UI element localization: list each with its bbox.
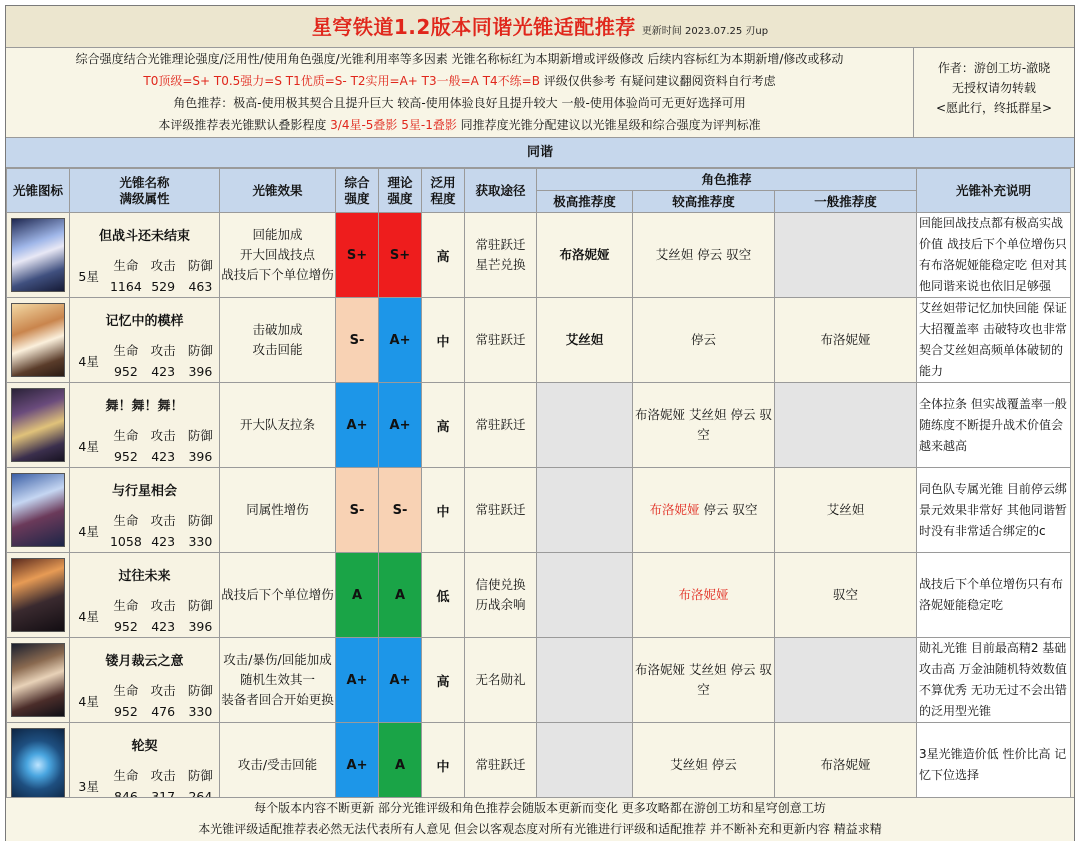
atk-label: 攻击 [150,343,176,358]
general-level: 高 [422,213,465,298]
header-source: 获取途径 [465,169,537,213]
general-level: 中 [422,723,465,808]
cone-effect [220,213,336,298]
effect-line: 攻击回能 [252,342,303,357]
header-theory-2: 强度 [387,190,413,206]
theory-grade: A+ [379,638,422,723]
high-rec: 布洛妮娅 [537,213,633,298]
cone-name-stats [70,298,220,383]
cone-icon-cell [7,723,70,808]
star-rank: 3星 [78,779,99,794]
header-overall-1: 综合 [344,174,370,190]
cone-icon-cell [7,383,70,468]
header-role: 角色推荐 [537,169,917,191]
atk-label: 攻击 [150,258,176,273]
tier-legend: T0顶级=S+ T0.5强力=S T1优质=S- T2实用=A+ T3一般=A T4不练=B [143,74,540,88]
header-theory-1: 理论 [387,174,413,190]
acquire-source [465,638,537,723]
cone-effect [220,383,336,468]
low-rec [775,638,917,723]
footer-line-1: 每个版本内容不断更新 部分光锥评级和角色推荐会随版本更新而变化 更多攻略都在游创工坊和星穹创意工坊 [254,801,826,815]
effect-line: 装备者回合开始更换 [221,692,334,707]
intro-line-4-a: 本评级推荐表光锥默认叠影程度 [158,118,331,132]
stats-grid [70,298,219,382]
section-title: 同谐 [6,138,1074,168]
high-rec: 艾丝妲 [537,298,633,383]
low-rec: 驭空 [775,553,917,638]
cone-name: 镂月裁云之意 [105,653,184,669]
acquire-source [465,213,537,298]
intro-line-2-rest: 评级仅供参考 有疑问建议翻阅资料自行考虑 [539,74,776,88]
overall-grade: A+ [336,383,379,468]
def-label: 防御 [187,683,213,698]
general-level: 中 [422,298,465,383]
low-rec [775,213,917,298]
mid-rec-text: 停云 [690,332,716,347]
acquire-source [465,553,537,638]
table-row [7,723,1071,808]
header-low: 一般推荐度 [775,191,917,213]
effect-line: 战技后下个单位增伤 [221,587,334,602]
high-rec [537,723,633,808]
mid-rec-text: 艾丝妲 停云 驭空 [655,247,752,262]
header-general [422,169,465,213]
low-rec: 艾丝妲 [775,468,917,553]
atk-label: 攻击 [150,768,176,783]
high-rec [537,383,633,468]
mid-rec [633,298,775,383]
light-cone-art-icon [11,303,65,377]
theory-grade: A [379,723,422,808]
light-cone-art-icon [11,473,65,547]
source-line: 信使兑换 [475,577,526,592]
intro-line-1: 综合强度结合光锥理论强度/泛用性/使用角色强度/光锥利用率等多因素 光锥名称标红为本期新增或评级修改 后续内容标红为本期新增/修改或移动 [75,52,844,66]
page-title: 星穹铁道1.2版本同谐光锥适配推荐 [311,15,636,39]
superimpose-note: 3/4星-5叠影 5星-1叠影 [330,118,457,132]
table-row [7,298,1071,383]
atk-label: 攻击 [150,598,176,613]
overall-grade: A+ [336,723,379,808]
def-value: 463 [188,279,213,294]
atk-value: 423 [151,619,176,634]
cone-effect [220,638,336,723]
general-level: 中 [422,468,465,553]
general-level: 低 [422,553,465,638]
effect-line: 攻击/受击回能 [237,757,318,772]
mid-rec [633,723,775,808]
stats-grid [70,553,219,637]
header-general-1: 泛用 [430,174,456,190]
mid-rec-text: 布洛妮娅 艾丝妲 停云 驭空 [635,407,772,442]
overall-grade: S- [336,298,379,383]
hp-value: 952 [113,704,138,719]
mid-rec [633,468,775,553]
atk-label: 攻击 [150,513,176,528]
footer [6,797,1074,841]
cone-effect [220,298,336,383]
source-line: 常驻跃迁 [475,417,526,432]
cone-effect [220,553,336,638]
cone-name-stats [70,553,220,638]
header-mid: 较高推荐度 [633,191,775,213]
def-value: 396 [188,364,213,379]
mid-rec [633,383,775,468]
table-row [7,383,1071,468]
mid-rec [633,638,775,723]
source-line: 常驻跃迁 [475,502,526,517]
hp-label: 生命 [113,598,139,613]
stats-grid [70,638,219,722]
low-rec [775,383,917,468]
high-rec [537,553,633,638]
cone-icon-cell [7,553,70,638]
header-overall [336,169,379,213]
header-theory [379,169,422,213]
effect-line: 开大回战技点 [239,247,315,262]
cone-name: 记忆中的模样 [105,313,184,329]
cone-name: 轮契 [131,738,158,754]
table-row [7,638,1071,723]
def-value: 330 [188,534,213,549]
header-high: 极高推荐度 [537,191,633,213]
header-icon: 光锥图标 [7,169,70,213]
stats-grid [70,383,219,467]
header-general-2: 程度 [430,190,456,206]
header-effect: 光锥效果 [220,169,336,213]
intro-block [6,48,914,138]
theory-grade: A+ [379,383,422,468]
atk-label: 攻击 [150,428,176,443]
header-overall-2: 强度 [344,190,370,206]
intro-line-2 [6,70,913,92]
header-name-2: 满级属性 [119,190,170,206]
light-cone-art-icon [11,558,65,632]
cone-effect [220,468,336,553]
effect-line: 击破加成 [252,322,303,337]
star-rank: 4星 [78,354,99,369]
header-name [70,169,220,213]
star-rank: 4星 [78,439,99,454]
star-rank: 5星 [78,269,99,284]
mid-rec [633,213,775,298]
general-level: 高 [422,383,465,468]
title-bar [6,6,1074,48]
def-label: 防御 [187,428,213,443]
source-line: 星芒兑换 [475,257,526,272]
cone-name-stats [70,383,220,468]
def-label: 防御 [187,598,213,613]
hp-value: 1164 [109,279,142,294]
atk-value: 529 [151,279,176,294]
def-label: 防御 [187,343,213,358]
cone-note: 同色队专属光锥 目前停云绑景元效果非常好 其他同谐暂时没有非常适合绑定的c [917,468,1071,553]
mid-rec-text: 艾丝妲 停云 [670,757,737,772]
source-line: 常驻跃迁 [475,332,526,347]
cone-effect [220,723,336,808]
atk-value: 423 [151,449,176,464]
theory-grade: A+ [379,298,422,383]
cone-name: 舞！舞！舞！ [105,398,184,414]
intro-line-4-b: 同推荐度光锥分配建议以光锥星级和综合强度为评判标准 [456,118,761,132]
star-rank: 4星 [78,524,99,539]
cone-name: 但战斗还未结束 [98,228,190,244]
def-value: 396 [188,449,213,464]
star-rank: 4星 [78,609,99,624]
effect-line: 回能加成 [252,227,303,242]
table-row [7,553,1071,638]
star-rank: 4星 [78,694,99,709]
author-block [914,48,1074,138]
acquire-source [465,723,537,808]
cone-note: 回能回战技点都有极高实战价值 战技后下个单位增伤只有布洛妮娅能稳定吃 但对其他同谐来说也依旧足够强 [917,213,1071,298]
cone-icon-cell [7,468,70,553]
mid-rec [633,553,775,638]
hp-label: 生命 [113,258,139,273]
cone-name-stats [70,213,220,298]
update-time: 更新时间 2023.07.25 刃up [641,26,769,37]
cone-note: 全体拉条 但实战覆盖率一般 随练度不断提升战术价值会越来越高 [917,383,1071,468]
def-label: 防御 [187,768,213,783]
hp-label: 生命 [113,428,139,443]
effect-line: 攻击/暴伤/回能加成 [223,652,332,667]
mid-rec-text: 布洛妮娅 艾丝妲 停云 驭空 [635,662,772,697]
hp-label: 生命 [113,683,139,698]
hp-label: 生命 [113,513,139,528]
header-name-1: 光锥名称 [119,174,170,190]
cone-note: 艾丝妲带记忆加快回能 保证大招覆盖率 击破特攻也非常契合艾丝妲高频单体破韧的能力 [917,298,1071,383]
light-cone-art-icon [11,388,65,462]
hp-value: 952 [113,364,138,379]
cone-note: 战技后下个单位增伤只有布洛妮娅能稳定吃 [917,553,1071,638]
effect-line: 同属性增伤 [246,502,309,517]
def-label: 防御 [187,513,213,528]
hp-value: 1058 [109,534,142,549]
acquire-source [465,383,537,468]
mid-rec-new: 布洛妮娅 [649,502,700,517]
general-level: 高 [422,638,465,723]
cone-name: 过往未来 [118,568,171,584]
source-line: 常驻跃迁 [475,757,526,772]
high-rec [537,468,633,553]
effect-line: 开大队友拉条 [239,417,315,432]
theory-grade: S+ [379,213,422,298]
cone-icon-cell [7,213,70,298]
overall-grade: S+ [336,213,379,298]
intro-line-4 [6,114,913,136]
author-name: 作者：游创工坊-澈晓 [937,61,1051,75]
cone-icon-cell [7,298,70,383]
high-rec [537,638,633,723]
atk-value: 423 [151,364,176,379]
hp-value: 952 [113,619,138,634]
table-row [7,213,1071,298]
cone-icon-cell [7,638,70,723]
cone-name-stats [70,468,220,553]
motto: <愿此行，终抵群星> [935,101,1053,115]
cone-name-stats [70,638,220,723]
source-line: 常驻跃迁 [475,237,526,252]
stats-grid [70,468,219,552]
header-note: 光锥补充说明 [917,169,1071,213]
def-value: 396 [188,619,213,634]
overall-grade: A [336,553,379,638]
source-line: 历战余响 [475,597,526,612]
hp-value: 952 [113,449,138,464]
theory-grade: S- [379,468,422,553]
atk-value: 476 [151,704,176,719]
copyright-note: 无授权请勿转载 [951,81,1036,95]
table-row [7,468,1071,553]
light-cone-art-icon [11,218,65,292]
acquire-source [465,468,537,553]
effect-line: 随机生效其一 [239,672,315,687]
low-rec: 布洛妮娅 [775,298,917,383]
cone-name-stats [70,723,220,808]
acquire-source [465,298,537,383]
sheet [5,5,1075,841]
cone-name: 与行星相会 [111,483,177,499]
footer-line-2: 本光锥评级适配推荐表必然无法代表所有人意见 但会以客观态度对所有光锥进行评级和适配推荐 并不断补充和更新内容 精益求精 [198,822,882,836]
cone-note: 3星光锥造价低 性价比高 记忆下位选择 [917,723,1071,808]
theory-grade: A [379,553,422,638]
source-line: 无名勋礼 [475,672,526,687]
stats-grid [70,213,219,297]
cone-note: 勋礼光锥 目前最高精2 基础攻击高 万金油随机特效数值不算优秀 无功无过不会出错的泛用型光锥 [917,638,1071,723]
light-cone-art-icon [11,728,65,802]
overall-grade: S- [336,468,379,553]
light-cone-art-icon [11,643,65,717]
intro-line-3: 角色推荐：极高-使用极其契合且提升巨大 较高-使用体验良好且提升较大 一般-使用体验尚可无更好选择可用 [173,96,746,110]
hp-label: 生命 [113,343,139,358]
effect-line: 战技后下个单位增伤 [221,267,334,282]
mid-rec-new: 布洛妮娅 [678,587,729,602]
def-value: 330 [188,704,213,719]
atk-label: 攻击 [150,683,176,698]
atk-value: 423 [151,534,176,549]
low-rec: 布洛妮娅 [775,723,917,808]
def-label: 防御 [187,258,213,273]
stats-grid [70,723,219,807]
light-cone-table [6,168,1071,808]
mid-rec-text: 停云 驭空 [699,502,758,517]
hp-label: 生命 [113,768,139,783]
overall-grade: A+ [336,638,379,723]
